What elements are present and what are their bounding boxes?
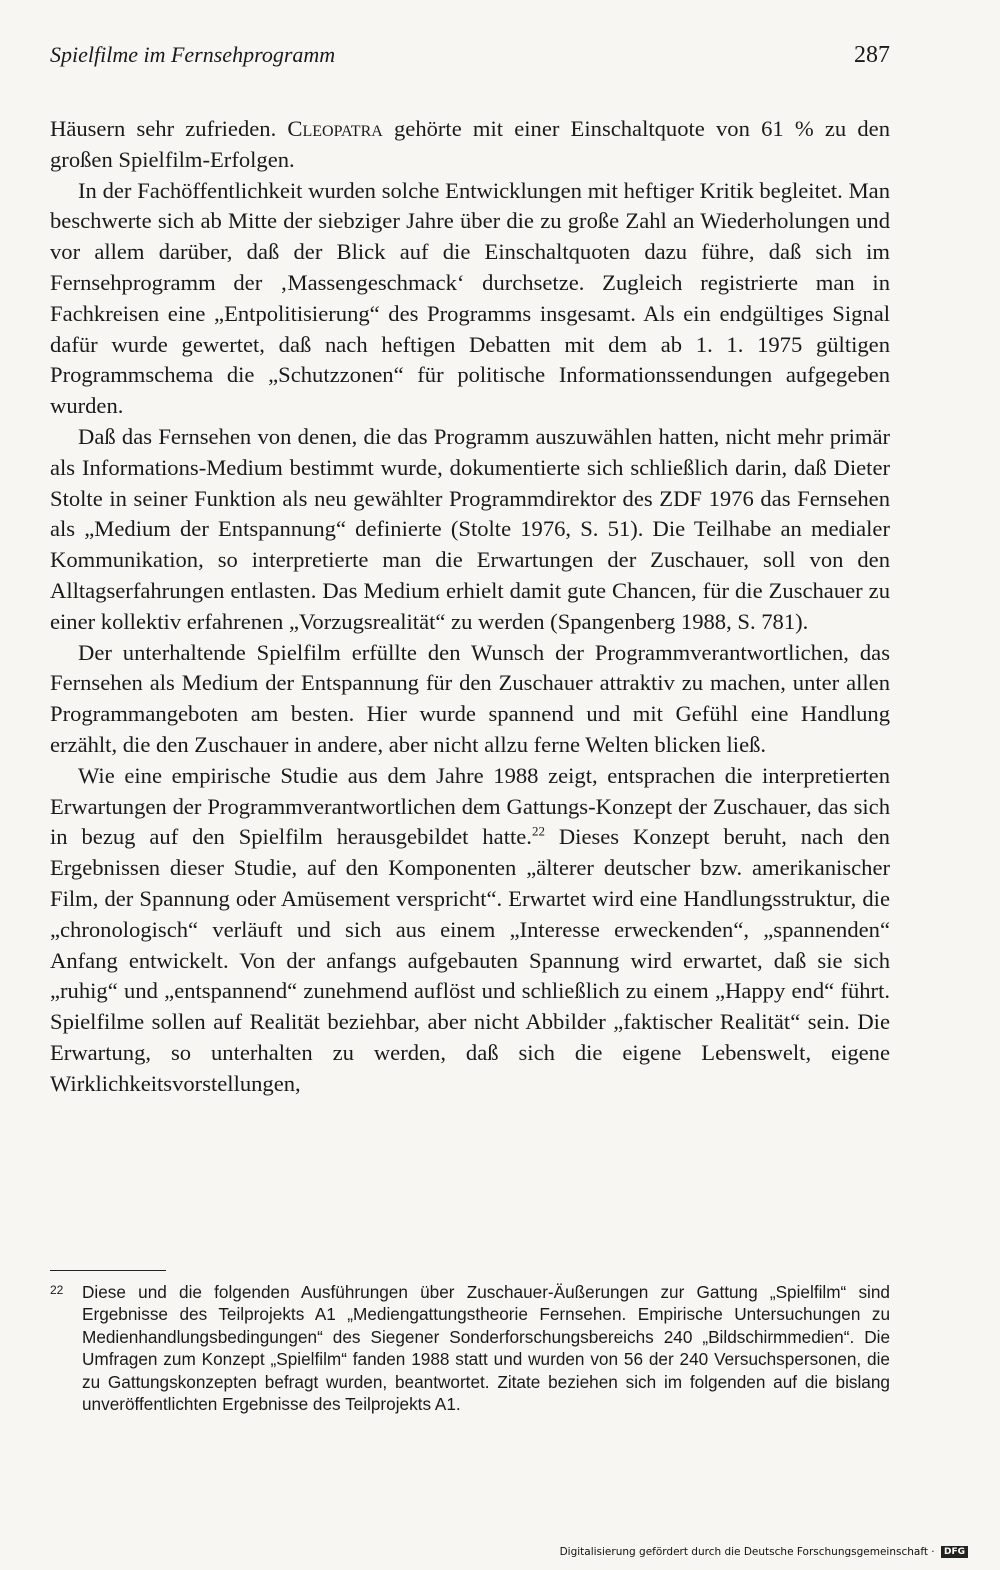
page-number: 287 (854, 42, 890, 68)
paragraph-2: In der Fachöffentlichkeit wurden solche Entwicklungen mit heftiger Kritik begleitet. Man beschwerte sich ab Mitte der siebziger Jahre über die zu große Zahl an Wiederholungen und vor allem darüber, daß der Blick auf die Einschaltquoten dazu führe, daß sich im Fernsehprogramm der ‚Massengeschmack‘ durchsetze. Zugleich registrierte man in Fachkreisen eine „Entpolitisierung“ des Programms insgesamt. Als ein endgültiges Signal dafür wurde gewertet, daß nach heftigen Debatten mit dem ab 1. 1. 1975 gültigen Programmschema die „Schutzzonen“ für politische Informationssendungen aufgegeben wurden. (50, 177, 890, 419)
body-text (50, 114, 890, 1100)
footnote-separator (50, 1270, 166, 1271)
p5-text-b: Dieses Konzept beruht, nach den Ergebnissen dieser Studie, auf den Komponenten „älterer deutscher bzw. amerikanischer Film, der Spannung oder Amüsement verspricht“. Erwartet wird eine Handlungsstruktur, die „chronologisch“ verläuft und sich aus einem „Interesse erweckenden“, „spannenden“ Anfang entwickelt. Von der anfangs aufgebauten Spannung wird erwartet, daß sie sich „ruhig“ und „entspannend“ zunehmend auflöst und schließlich zu einem „Happy end“ führt. Spielfilme sollen auf Realität beziehbar, aber nicht Abbilder „faktischer Realität“ sein. Die Erwartung, so unterhalten zu werden, daß sich die eigene Lebenswelt, eigene Wirklichkeitsvorstellungen, (50, 824, 890, 1096)
credit-text: Digitalisierung gefördert durch die Deutsche Forschungsgemeinschaft · (559, 1546, 935, 1558)
film-title-cleopatra: Cleopatra (287, 116, 383, 141)
page-header (50, 42, 890, 76)
digitization-credit (560, 1546, 968, 1558)
p1-text-b: gehörte mit einer Einschaltquote von 61 % zu den großen Spielfilm-Erfolgen. (50, 116, 890, 172)
paragraph-1 (50, 114, 890, 176)
footnote-number: 22 (50, 1283, 64, 1297)
p1-text-a: Häusern sehr zufrieden. (50, 116, 288, 141)
running-title: Spielfilme im Fernsehprogramm (50, 42, 336, 67)
dfg-logo: DFG (941, 1546, 968, 1558)
paragraph-3: Daß das Fernsehen von denen, die das Programm auszuwählen hatten, nicht mehr primär als Informations-Medium bestimmt wurde, dokumentierte sich schließlich darin, daß Dieter Stolte in seiner Funktion als neu gewählter Programmdirektor des ZDF 1976 das Fernsehen als „Medium der Entspannung“ definierte (Stolte 1976, S. 51). Die Teilhabe an medialer Kommunikation, so interpretierte man die Erwartungen der Zuschauer, soll von den Alltagserfahrungen entlasten. Das Medium erhielt damit gute Chancen, für die Zuschauer zu einer kollektiv erfahrenen „Vorzugsrealität“ zu werden (Spangenberg 1988, S. 781). (50, 423, 890, 634)
paragraph-4: Der unterhaltende Spielfilm erfüllte den Wunsch der Programmverantwortlichen, das Fernsehen als Medium der Entspannung für den Zuschauer attraktiv zu machen, unter allen Programmangeboten am besten. Hier wurde spannend und mit Gefühl eine Handlung erzählt, die den Zuschauer in andere, aber nicht allzu ferne Welten blicken ließ. (50, 639, 890, 757)
footnote-text: Diese und die folgenden Ausführungen über Zuschauer-Äußerungen zur Gattung „Spielfilm“ sind Ergebnisse des Teilprojekts A1 „Mediengattungstheorie Fernsehen. Empirische Untersuchungen zu Medienhandlungsbedingungen“ des Siegener Sonderforschungsbereichs 240 „Bildschirmmedien“. Die Umfragen zum Konzept „Spielfilm“ fanden 1988 statt und wurden von 56 der 240 Versuchspersonen, die zu Gattungskonzepten befragt wurden, beantwortet. Zitate beziehen sich im folgenden auf die bislang unveröffentlichten Ergebnisse des Teilprojekts A1. (82, 1282, 890, 1415)
footnote (50, 1281, 890, 1415)
p5-text-a: Wie eine empirische Studie aus dem Jahre 1988 zeigt, entsprachen die interpretierten Erwartungen der Programmverantwortlichen dem Gattungs-Konzept der Zuschauer, das sich in bezug auf den Spielfilm herausgebildet hatte. (50, 762, 890, 850)
footnote-reference: 22 (531, 823, 545, 839)
paragraph-5 (50, 761, 890, 1100)
